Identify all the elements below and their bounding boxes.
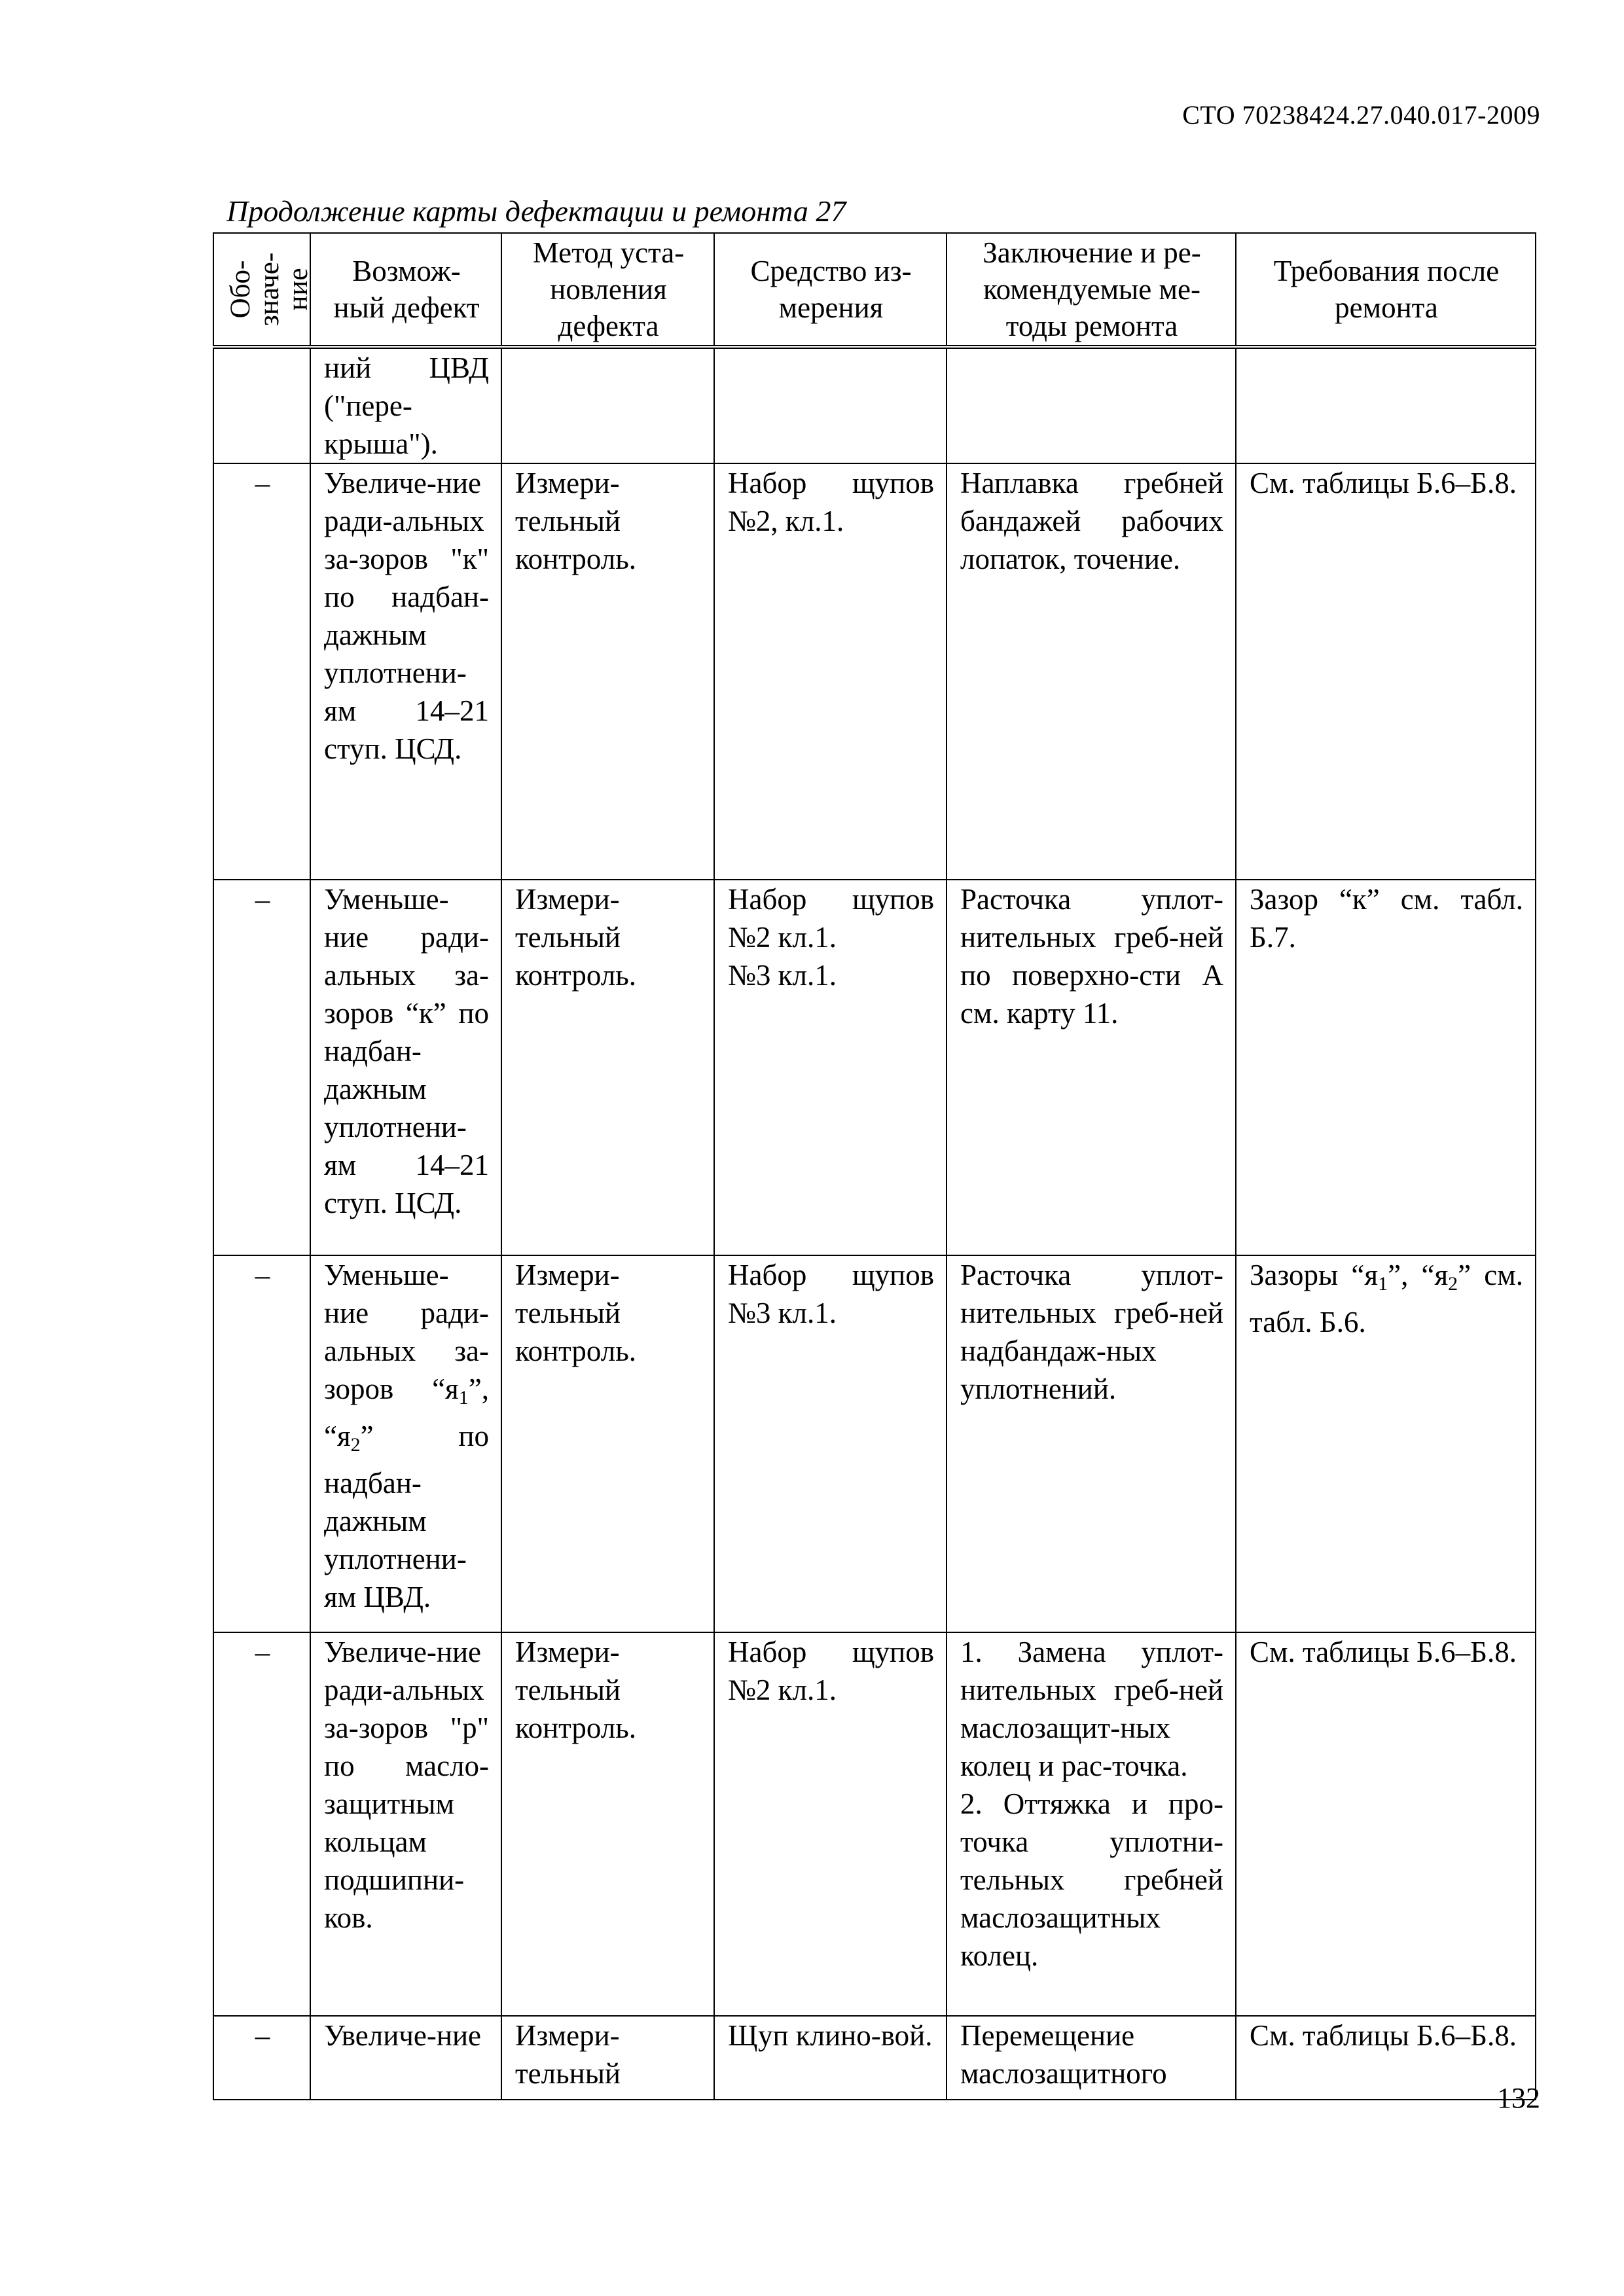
cell-defect (310, 1255, 501, 1632)
table-row (213, 880, 1536, 1255)
table-row (213, 463, 1536, 880)
header-defect-label: Возмож- ный дефект (333, 255, 480, 324)
cell-conclusion: Перемещение маслозащитного (947, 2016, 1236, 2100)
cell-conclusion (947, 347, 1236, 463)
header-conclusion-label: Заключение и ре- комендуемые ме- тоды ремонта (983, 236, 1201, 342)
cell-conclusion: Расточка уплот-нительных греб-ней по поверхно-сти А см. карту 11. (947, 880, 1236, 1255)
cell-defect: Уменьше-ние ради-альных за-зоров “к” по надбан-дажным уплотнени-ям 14–21 ступ. ЦСД. (310, 880, 501, 1255)
subscript-2: 2 (350, 1434, 361, 1456)
cell-method (501, 347, 714, 463)
header-requirements-label: Требования после ремонта (1273, 255, 1500, 324)
cell-requirements: См. таблицы Б.6–Б.8. (1236, 463, 1536, 880)
cell-tool (714, 347, 947, 463)
cell-designation (213, 347, 310, 463)
table-row (213, 2016, 1536, 2100)
requirements-text-a: Зазоры “я (1250, 1259, 1379, 1291)
table-row (213, 1632, 1536, 2016)
defect-text-c: ” по надбан-дажным уплотнени-ям ЦВД. (324, 1420, 489, 1613)
cell-tool: Набор щупов №3 кл.1. (714, 1255, 947, 1632)
cell-defect: Увеличе-ние (310, 2016, 501, 2100)
requirements-text-b: ”, “я (1388, 1259, 1449, 1291)
table-caption: Продолжение карты дефектации и ремонта 27 (226, 194, 846, 228)
document-code: СТО 70238424.27.040.017-2009 (1182, 100, 1540, 130)
header-designation-label: Обо- значе- ние (225, 252, 314, 327)
cell-designation: – (213, 880, 310, 1255)
cell-designation: – (213, 1632, 310, 2016)
cell-requirements (1236, 347, 1536, 463)
cell-defect: Увеличе-ние ради-альных за-зоров "р" по масло-защитным кольцам подшипни-ков. (310, 1632, 501, 2016)
cell-tool: Набор щупов №2 кл.1. №3 кл.1. (714, 880, 947, 1255)
cell-defect: Увеличе-ние ради-альных за-зоров "к" по надбан-дажным уплотнени-ям 14–21 ступ. ЦСД. (310, 463, 501, 880)
cell-designation: – (213, 2016, 310, 2100)
header-defect (310, 233, 501, 347)
header-tool (714, 233, 947, 347)
cell-conclusion (947, 1632, 1236, 2016)
header-designation (213, 233, 314, 347)
subscript-1: 1 (458, 1387, 469, 1408)
cell-requirements: См. таблицы Б.6–Б.8. (1236, 1632, 1536, 2016)
conclusion-step-2: 2. Оттяжка и про-точка уплотни-тельных гребней маслозащитных колец. (960, 1787, 1223, 1972)
cell-tool: Набор щупов №2, кл.1. (714, 463, 947, 880)
cell-method: Измери-тельный контроль. (501, 880, 714, 1255)
header-tool-label: Средство из- мерения (750, 255, 912, 324)
cell-requirements: См. таблицы Б.6–Б.8. (1236, 2016, 1536, 2100)
defect-text-a: Уменьше-ние ради-альных за-зоров “я (324, 1259, 489, 1405)
header-conclusion (947, 233, 1236, 347)
table-header-row (213, 233, 1536, 347)
defect-text-b: ”, “я (324, 1372, 489, 1452)
cell-defect: ний ЦВД ("пере-крыша"). (310, 347, 501, 463)
cell-method: Измери-тельный (501, 2016, 714, 2100)
page-number: 132 (1497, 2082, 1540, 2114)
defect-repair-table (213, 232, 1536, 2100)
conclusion-step-1: 1. Замена уплот-нительных греб-ней маслозащит-ных колец и рас-точка. (960, 1636, 1223, 1782)
table-row (213, 1255, 1536, 1632)
cell-conclusion: Расточка уплот-нительных греб-ней надбандаж-ных уплотнений. (947, 1255, 1236, 1632)
cell-tool: Набор щупов №2 кл.1. (714, 1632, 947, 2016)
cell-requirements: Зазор “к” см. табл. Б.7. (1236, 880, 1536, 1255)
subscript-1: 1 (1378, 1273, 1388, 1295)
cell-requirements (1236, 1255, 1536, 1632)
cell-designation: – (213, 1255, 310, 1632)
cell-designation: – (213, 463, 310, 880)
cell-tool: Щуп клино-вой. (714, 2016, 947, 2100)
subscript-2: 2 (1448, 1273, 1458, 1295)
cell-method: Измери-тельный контроль. (501, 1632, 714, 2016)
header-method-label: Метод уста- новления дефекта (532, 236, 685, 342)
cell-method: Измери-тельный контроль. (501, 463, 714, 880)
cell-conclusion: Наплавка гребней бандажей рабочих лопаток, точение. (947, 463, 1236, 880)
header-method (501, 233, 714, 347)
header-requirements (1236, 233, 1536, 347)
table-row (213, 347, 1536, 463)
requirements-text-c: ” см. табл. Б.6. (1250, 1259, 1523, 1338)
cell-method: Измери-тельный контроль. (501, 1255, 714, 1632)
